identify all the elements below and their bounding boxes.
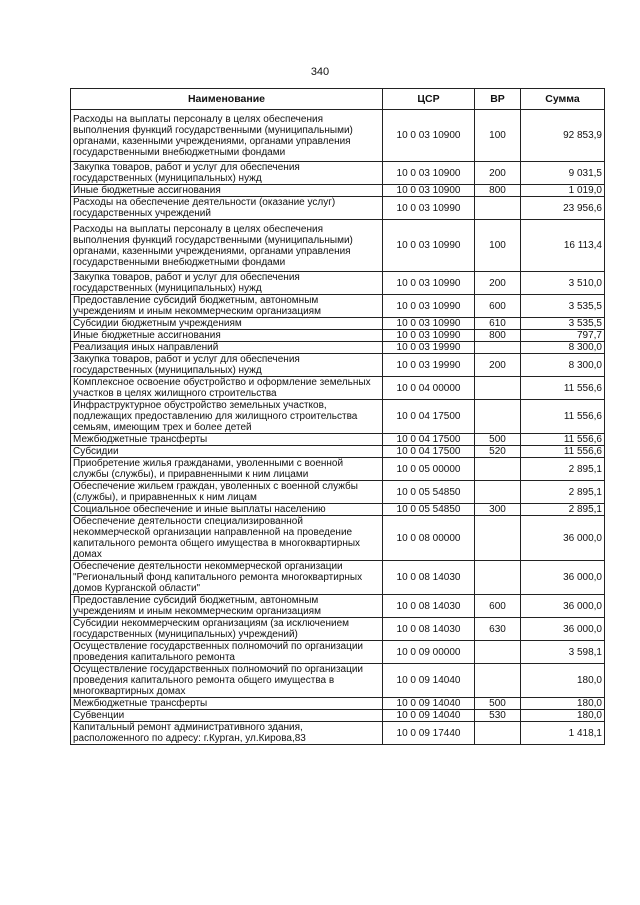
cell-sum: 36 000,0 <box>521 595 605 618</box>
cell-sum: 8 300,0 <box>521 354 605 377</box>
table-row <box>71 400 605 434</box>
cell-sum: 180,0 <box>521 698 605 710</box>
cell-name: Расходы на обеспечение деятельности (оказание услуг) государственных учреждений <box>71 197 383 220</box>
cell-csr: 10 0 08 14030 <box>383 618 475 641</box>
cell-sum: 11 556,6 <box>521 400 605 434</box>
cell-vr: 520 <box>475 446 521 458</box>
table-row <box>71 295 605 318</box>
cell-csr: 10 0 09 14040 <box>383 710 475 722</box>
cell-vr: 600 <box>475 295 521 318</box>
table-body <box>71 110 605 745</box>
cell-vr <box>475 481 521 504</box>
cell-vr <box>475 342 521 354</box>
cell-name: Субсидии некоммерческим организациям (за исключением государственных (муниципальных) учреждений) <box>71 618 383 641</box>
cell-csr: 10 0 03 10900 <box>383 162 475 185</box>
cell-csr: 10 0 03 10990 <box>383 272 475 295</box>
cell-name: Закупка товаров, работ и услуг для обеспечения государственных (муниципальных) нужд <box>71 354 383 377</box>
cell-sum: 3 598,1 <box>521 641 605 664</box>
cell-name: Предоставление субсидий бюджетным, автономным учреждениям и иным некоммерческим организациям <box>71 295 383 318</box>
table-row <box>71 377 605 400</box>
cell-vr: 600 <box>475 595 521 618</box>
cell-vr <box>475 377 521 400</box>
cell-vr <box>475 664 521 698</box>
column-header-csr: ЦСР <box>383 89 475 110</box>
cell-vr: 200 <box>475 162 521 185</box>
column-header-sum: Сумма <box>521 89 605 110</box>
cell-name: Приобретение жилья гражданами, уволенными с военной службы (службы), и приравненными к ним лицами <box>71 458 383 481</box>
cell-csr: 10 0 05 54850 <box>383 481 475 504</box>
cell-name: Закупка товаров, работ и услуг для обеспечения государственных (муниципальных) нужд <box>71 272 383 295</box>
cell-sum: 2 895,1 <box>521 481 605 504</box>
cell-sum: 2 895,1 <box>521 458 605 481</box>
table-row <box>71 220 605 272</box>
cell-csr: 10 0 08 00000 <box>383 516 475 561</box>
cell-sum: 16 113,4 <box>521 220 605 272</box>
cell-name: Закупка товаров, работ и услуг для обеспечения государственных (муниципальных) нужд <box>71 162 383 185</box>
cell-sum: 9 031,5 <box>521 162 605 185</box>
table-row <box>71 664 605 698</box>
cell-name: Субсидии бюджетным учреждениям <box>71 318 383 330</box>
cell-vr <box>475 516 521 561</box>
cell-sum: 36 000,0 <box>521 516 605 561</box>
cell-csr: 10 0 03 19990 <box>383 354 475 377</box>
table-row <box>71 162 605 185</box>
table-row <box>71 595 605 618</box>
cell-sum: 23 956,6 <box>521 197 605 220</box>
table-row <box>71 272 605 295</box>
table-row <box>71 330 605 342</box>
table-row <box>71 710 605 722</box>
cell-name: Межбюджетные трансферты <box>71 698 383 710</box>
table-row <box>71 481 605 504</box>
cell-csr: 10 0 05 54850 <box>383 504 475 516</box>
cell-sum: 2 895,1 <box>521 504 605 516</box>
cell-sum: 36 000,0 <box>521 561 605 595</box>
cell-vr: 200 <box>475 354 521 377</box>
cell-sum: 8 300,0 <box>521 342 605 354</box>
cell-vr: 500 <box>475 434 521 446</box>
cell-sum: 11 556,6 <box>521 434 605 446</box>
cell-vr: 630 <box>475 618 521 641</box>
cell-sum: 180,0 <box>521 710 605 722</box>
table-row <box>71 318 605 330</box>
cell-vr: 500 <box>475 698 521 710</box>
cell-csr: 10 0 08 14030 <box>383 595 475 618</box>
cell-sum: 11 556,6 <box>521 446 605 458</box>
cell-sum: 1 019,0 <box>521 185 605 197</box>
cell-csr: 10 0 04 17500 <box>383 446 475 458</box>
cell-name: Обеспечение жильем граждан, уволенных с военной службы (службы), и приравненных к ним лицам <box>71 481 383 504</box>
cell-vr <box>475 197 521 220</box>
cell-vr: 800 <box>475 330 521 342</box>
cell-csr: 10 0 03 19990 <box>383 342 475 354</box>
cell-csr: 10 0 05 00000 <box>383 458 475 481</box>
cell-name: Осуществление государственных полномочий по организации проведения капитального ремонта <box>71 641 383 664</box>
cell-csr: 10 0 03 10990 <box>383 318 475 330</box>
budget-table <box>70 88 605 745</box>
cell-vr: 200 <box>475 272 521 295</box>
cell-name: Осуществление государственных полномочий по организации проведения капитального ремонта общего имущества в многоквартирных домах <box>71 664 383 698</box>
cell-vr: 610 <box>475 318 521 330</box>
table-row <box>71 354 605 377</box>
cell-csr: 10 0 04 17500 <box>383 400 475 434</box>
cell-vr <box>475 400 521 434</box>
table-row <box>71 446 605 458</box>
cell-vr: 800 <box>475 185 521 197</box>
cell-csr: 10 0 03 10990 <box>383 197 475 220</box>
table-row <box>71 185 605 197</box>
cell-csr: 10 0 03 10990 <box>383 220 475 272</box>
cell-name: Межбюджетные трансферты <box>71 434 383 446</box>
cell-name: Капитальный ремонт административного здания, расположенного по адресу: г.Курган, ул.Кирова,83 <box>71 722 383 745</box>
cell-csr: 10 0 03 10900 <box>383 110 475 162</box>
cell-vr <box>475 641 521 664</box>
table-row <box>71 504 605 516</box>
cell-name: Социальное обеспечение и иные выплаты населению <box>71 504 383 516</box>
cell-sum: 3 535,5 <box>521 318 605 330</box>
cell-name: Субвенции <box>71 710 383 722</box>
cell-sum: 36 000,0 <box>521 618 605 641</box>
cell-sum: 1 418,1 <box>521 722 605 745</box>
cell-csr: 10 0 03 10990 <box>383 330 475 342</box>
cell-csr: 10 0 09 14040 <box>383 664 475 698</box>
table-row <box>71 698 605 710</box>
cell-sum: 11 556,6 <box>521 377 605 400</box>
table-row <box>71 561 605 595</box>
cell-name: Комплексное освоение обустройство и оформление земельных участков в целях жилищного строительства <box>71 377 383 400</box>
table-row <box>71 641 605 664</box>
table-header-row <box>71 89 605 110</box>
cell-sum: 92 853,9 <box>521 110 605 162</box>
cell-vr: 300 <box>475 504 521 516</box>
cell-csr: 10 0 09 17440 <box>383 722 475 745</box>
cell-vr <box>475 561 521 595</box>
cell-name: Обеспечение деятельности некоммерческой организации "Региональный фонд капитального ремонта многоквартирных домов Курганской области" <box>71 561 383 595</box>
cell-name: Расходы на выплаты персоналу в целях обеспечения выполнения функций государственными (муниципальными) органами, казенными учреждениями, органами управления государственными внебюджетными фондами <box>71 110 383 162</box>
cell-name: Расходы на выплаты персоналу в целях обеспечения выполнения функций государственными (муниципальными) органами, казенными учреждениями, органами управления государственными внебюджетными фондами <box>71 220 383 272</box>
cell-name: Предоставление субсидий бюджетным, автономным учреждениям и иным некоммерческим организациям <box>71 595 383 618</box>
cell-csr: 10 0 09 00000 <box>383 641 475 664</box>
table-row <box>71 197 605 220</box>
cell-vr <box>475 722 521 745</box>
cell-name: Иные бюджетные ассигнования <box>71 330 383 342</box>
cell-csr: 10 0 09 14040 <box>383 698 475 710</box>
table-row <box>71 110 605 162</box>
cell-name: Обеспечение деятельности специализированной некоммерческой организации направленной на проведение капитального ремонта общего имущества в многоквартирных домах <box>71 516 383 561</box>
cell-sum: 3 510,0 <box>521 272 605 295</box>
cell-csr: 10 0 04 00000 <box>383 377 475 400</box>
page-number: 340 <box>310 66 330 78</box>
cell-name: Инфраструктурное обустройство земельных участков, подлежащих предоставлению для жилищного строительства семьям, имеющим трех и более детей <box>71 400 383 434</box>
cell-csr: 10 0 08 14030 <box>383 561 475 595</box>
table-row <box>71 516 605 561</box>
table-row <box>71 434 605 446</box>
cell-vr: 530 <box>475 710 521 722</box>
cell-name: Иные бюджетные ассигнования <box>71 185 383 197</box>
cell-sum: 180,0 <box>521 664 605 698</box>
cell-vr: 100 <box>475 110 521 162</box>
cell-name: Субсидии <box>71 446 383 458</box>
cell-csr: 10 0 03 10990 <box>383 295 475 318</box>
cell-name: Реализация иных направлений <box>71 342 383 354</box>
cell-csr: 10 0 03 10900 <box>383 185 475 197</box>
column-header-vr: ВР <box>475 89 521 110</box>
table-row <box>71 458 605 481</box>
table-row <box>71 722 605 745</box>
cell-vr <box>475 458 521 481</box>
cell-sum: 3 535,5 <box>521 295 605 318</box>
cell-vr: 100 <box>475 220 521 272</box>
column-header-name: Наименование <box>71 89 383 110</box>
cell-csr: 10 0 04 17500 <box>383 434 475 446</box>
cell-sum: 797,7 <box>521 330 605 342</box>
table-row <box>71 342 605 354</box>
table-row <box>71 618 605 641</box>
